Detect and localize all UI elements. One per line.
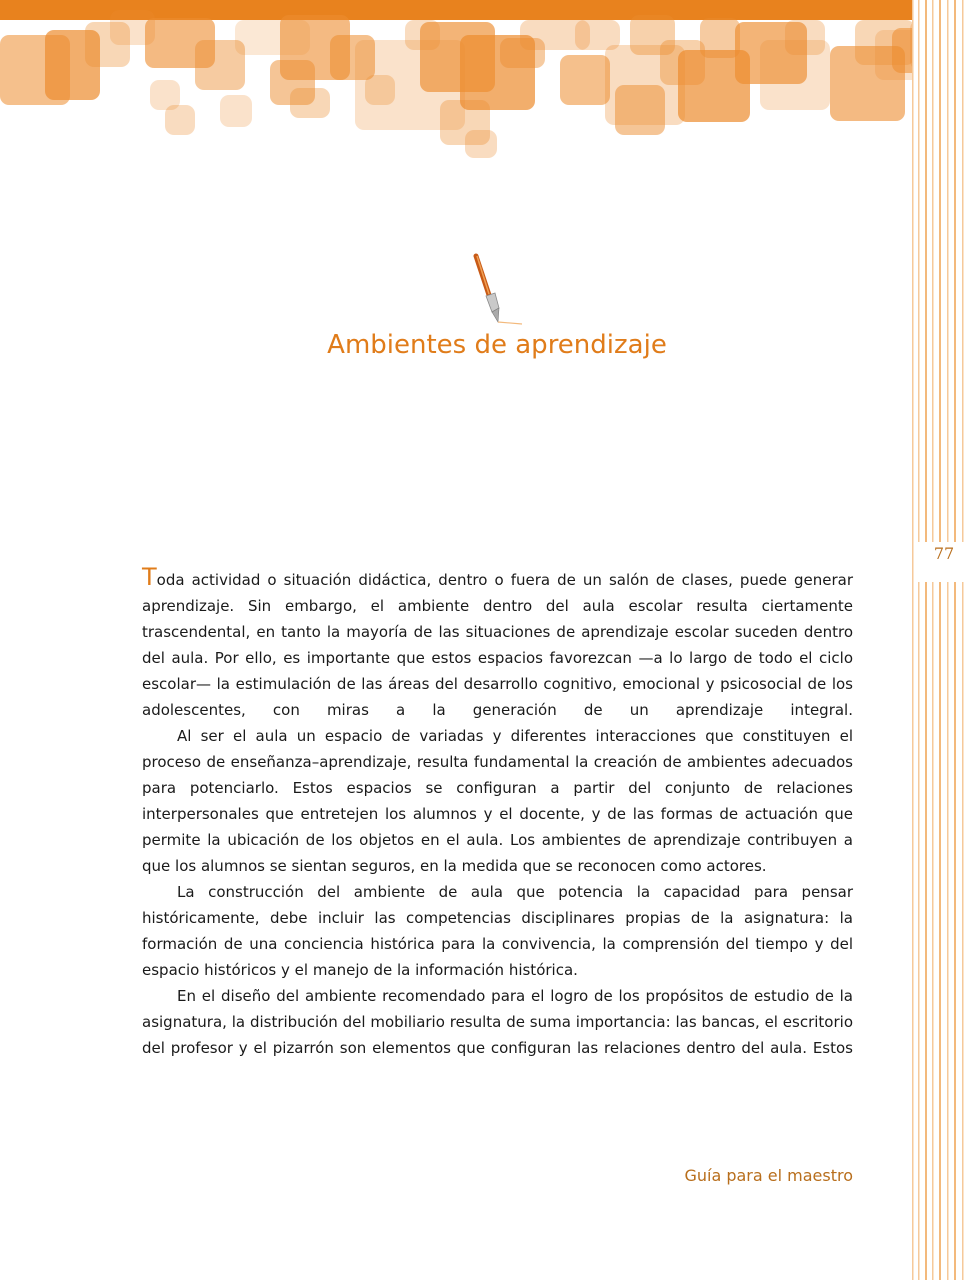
paragraph-2: Al ser el aula un espacio de variadas y diferentes interacciones que constituyen el proceso de enseñanza–aprendizaje, resulta fundamental la creación de ambientes adecuados para potenciarlo. Estos espacios se configuran a partir del conjunto de relaciones interpersonales que entretejen los alumnos y el docente, y de las formas de actuación que permite la ubicación de los objetos en el aula. Los ambientes de aprendizaje contribuyen a que los alumnos se sientan seguros, en la medida que se reconocen como actores. xyxy=(142,727,853,875)
section-title: Ambientes de aprendizaje xyxy=(327,330,667,360)
body-text xyxy=(142,564,853,1061)
paragraph-4: En el diseño del ambiente recomendado para el logro de los propósitos de estudio de la asignatura, la distribución del mobiliario resulta de suma importancia: las bancas, el escritorio del profesor y el pizarrón son elementos que configuran las relaciones dentro del aula. Estos xyxy=(142,987,853,1057)
drop-cap: T xyxy=(142,563,157,591)
paragraph-1 xyxy=(142,564,853,723)
page-number: 77 xyxy=(916,542,972,582)
header-decoration xyxy=(0,0,972,160)
fountain-pen-icon xyxy=(468,252,528,330)
paragraph-1-text: oda actividad o situación didáctica, dentro o fuera de un salón de clases, puede generar aprendizaje. Sin embargo, el ambiente dentro del aula escolar resulta ciertamente trascendental, en tanto la mayoría de las situaciones de aprendizaje escolar suceden dentro del aula. Por ello, es importante que estos espacios favorezcan —a lo largo de todo el ciclo escolar— la estimulación de las áreas del desarrollo cognitivo, emocional y psicosocial de los adolescentes, con miras a la generación de un aprendizaje integral. xyxy=(142,571,853,719)
footer-label: Guía para el maestro xyxy=(684,1166,853,1185)
paragraph-3: La construcción del ambiente de aula que potencia la capacidad para pensar históricamente, debe incluir las competencias disciplinares propias de la asignatura: la formación de una conciencia histórica para la convivencia, la comprensión del tiempo y del espacio históricos y el manejo de la información histórica. xyxy=(142,883,853,979)
side-stripes-decoration xyxy=(912,0,972,1280)
